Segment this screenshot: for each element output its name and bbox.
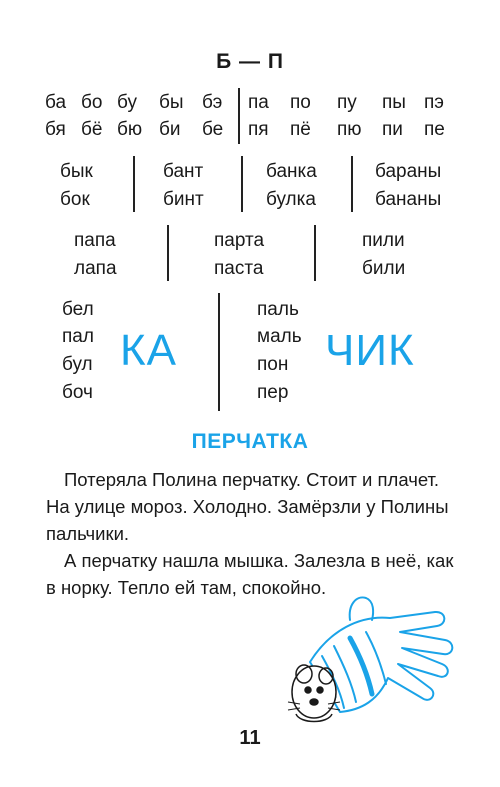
word: бинт (163, 189, 204, 210)
divider (218, 293, 220, 411)
word: били (362, 258, 406, 279)
syllable: пю (337, 119, 362, 140)
syllable: би (159, 119, 181, 140)
stem: бел (62, 299, 94, 320)
word: булка (266, 189, 316, 210)
stem: маль (257, 326, 302, 347)
stem: паль (257, 299, 299, 320)
syllable: пы (382, 92, 406, 113)
syllable: бу (117, 92, 137, 113)
stem: пон (257, 354, 289, 375)
suffix-chik: ЧИК (325, 326, 415, 375)
word: парта (214, 230, 265, 251)
syllable: бо (81, 92, 103, 113)
syllable: пэ (424, 92, 444, 113)
story-text: Потеряла Полина перчатку. Стоит и плачет. На улице мороз. Холодно. Замёрзли у Полины пальчики. (46, 469, 449, 544)
syllable: бы (159, 92, 184, 113)
syllable: бэ (202, 92, 223, 113)
word: банка (266, 161, 317, 182)
syllable: пя (248, 119, 269, 140)
syllable: по (290, 92, 311, 113)
word: бананы (375, 189, 442, 210)
suffix-ka: КА (120, 326, 177, 375)
stem: пер (257, 382, 289, 403)
stem: боч (62, 382, 93, 403)
story-text: А перчатку нашла мышка. Залезла в неё, как в норку. Тепло ей там, спокойно. (46, 550, 454, 598)
stem: бул (62, 354, 93, 375)
story-paragraph (46, 466, 466, 547)
syllable: бё (81, 119, 103, 140)
divider (351, 156, 353, 212)
story-title: ПЕРЧАТКА (191, 430, 309, 453)
word: бык (60, 161, 93, 182)
stem: пал (62, 326, 94, 347)
divider (133, 156, 135, 212)
word: бант (163, 161, 204, 182)
syllable: пу (337, 92, 357, 113)
page-heading: Б — П (216, 50, 284, 73)
syllable: пе (424, 119, 445, 140)
word: бараны (375, 161, 442, 182)
syllable: бе (202, 119, 224, 140)
page-number: 11 (239, 727, 261, 749)
word: бок (60, 189, 90, 210)
divider (241, 156, 243, 212)
word: пили (362, 230, 405, 251)
syllable: па (248, 92, 269, 113)
syllable: бю (117, 119, 143, 140)
syllable: ба (45, 92, 67, 113)
syllable: бя (45, 119, 66, 140)
divider (167, 225, 169, 281)
divider (238, 88, 240, 144)
glove-illustration (270, 590, 470, 740)
word: папа (74, 230, 116, 251)
word: лапа (74, 258, 117, 279)
syllable: пё (290, 119, 311, 140)
word: паста (214, 258, 264, 279)
divider (314, 225, 316, 281)
syllable: пи (382, 119, 403, 140)
